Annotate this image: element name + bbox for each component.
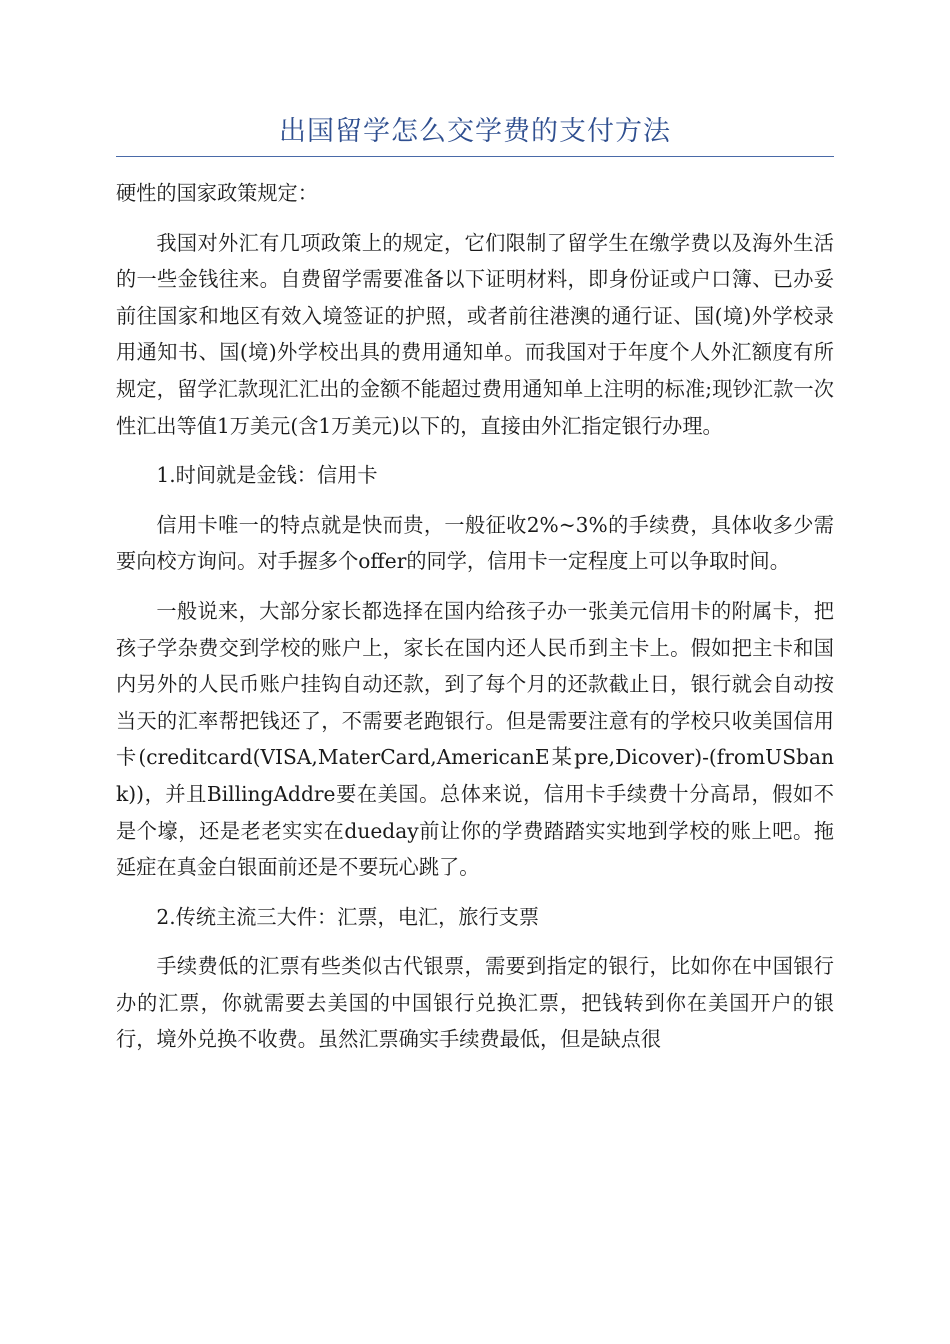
section-heading-traditional-methods: 2.传统主流三大件：汇票，电汇，旅行支票: [156, 904, 540, 929]
document-title: 出国留学怎么交学费的支付方法: [279, 116, 671, 147]
paragraph-credit-card-fees: 信用卡唯一的特点就是快而贵，一般征收2%~3%的手续费，具体收多少需要向校方询问。对手握多个offer的同学，信用卡一定程度上可以争取时间。: [116, 512, 834, 574]
paragraph-bank-draft: 手续费低的汇票有些类似古代银票，需要到指定的银行，比如你在中国银行办的汇票，你就需要去美国的中国银行兑换汇票，把钱转到你在美国开户的银行，境外兑换不收费。虽然汇票确实手续费最低，但是缺点很: [116, 954, 834, 1052]
document-page: [116, 110, 834, 1071]
paragraph-policy-intro: 硬性的国家政策规定：: [116, 181, 318, 205]
paragraph-credit-card-details: 一般说来，大部分家长都选择在国内给孩子办一张美元信用卡的附属卡，把孩子学杂费交到学校的账户上，家长在国内还人民币到主卡上。假如把主卡和国内另外的人民币账户挂钩自动还款，到了每个月的还款截止日，银行就会自动按当天的汇率帮把钱还了，不需要老跑银行。但是需要注意有的学校只收美国信用卡(creditcard(VISA,MaterCard,AmericanE某pre,Dicover)-(fromUSbank))，并且BillingAddre要在美国。总体来说，信用卡手续费十分高昂，假如不是个壕，还是老老实实在dueday前让你的学费踏踏实实地到学校的账上吧。拖延症在真金白银面前还是不要玩心跳了。: [116, 598, 834, 880]
section-heading-credit-card: 1.时间就是金钱：信用卡: [156, 463, 378, 488]
paragraph-policy-details: 我国对外汇有几项政策上的规定，它们限制了留学生在缴学费以及海外生活的一些金钱往来。自费留学需要准备以下证明材料，即身份证或户口簿、已办妥前往国家和地区有效入境签证的护照，或者前往港澳的通行证、国(境)外学校录用通知书、国(境)外学校出具的费用通知单。而我国对于年度个人外汇额度有所规定，留学汇款现汇汇出的金额不能超过费用通知单上注明的标准;现钞汇款一次性汇出等值1万美元(含1万美元)以下的，直接由外汇指定银行办理。: [116, 230, 834, 438]
title-underline: [116, 156, 834, 157]
